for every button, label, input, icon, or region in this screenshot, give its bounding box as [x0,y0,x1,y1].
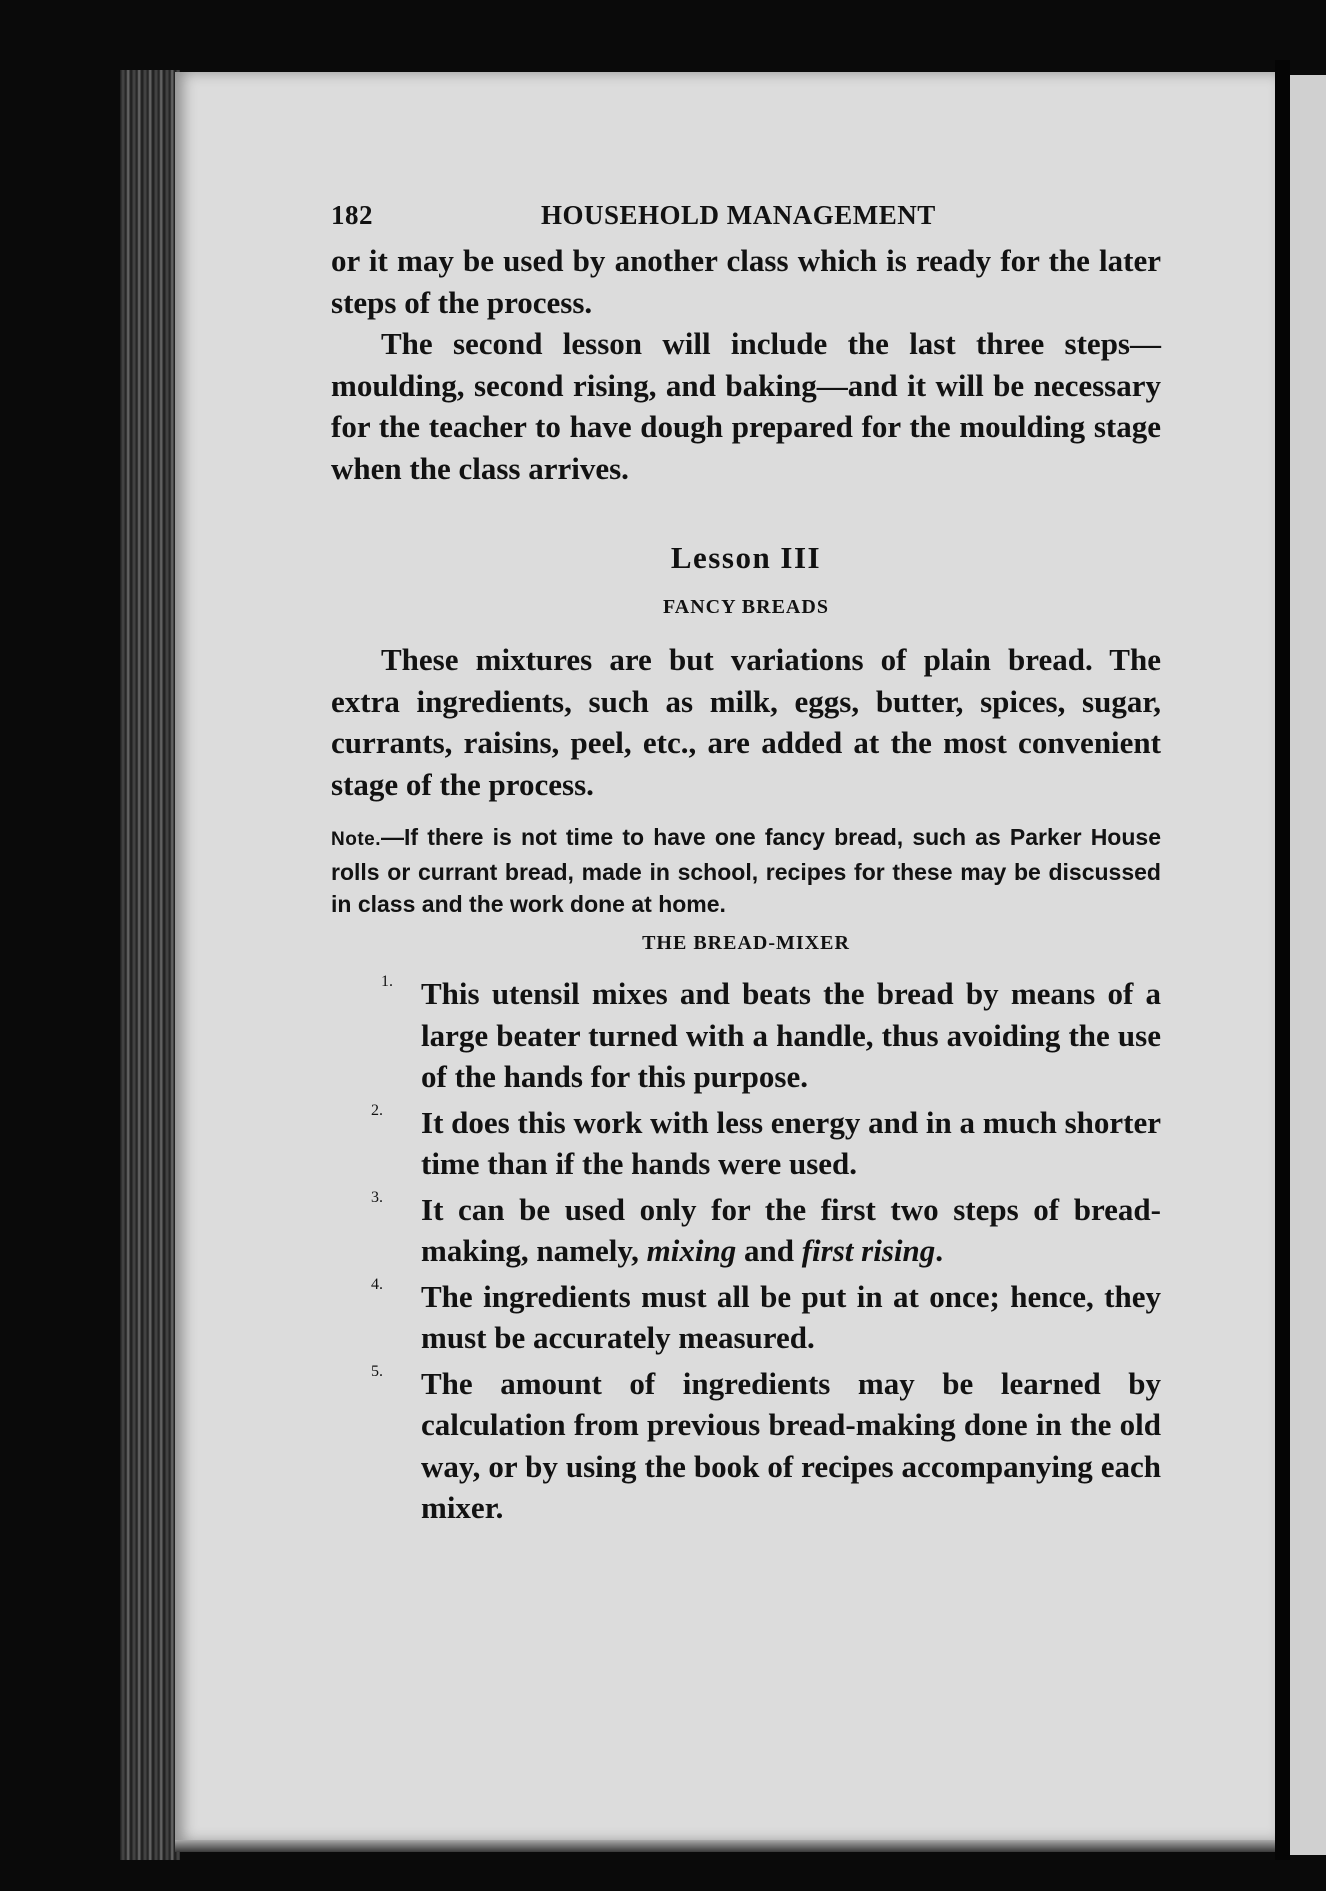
emphasis-mixing: mixing [646,1233,737,1268]
running-head [331,200,1161,240]
list-item [331,973,1161,1098]
list-item [331,1276,1161,1359]
lesson-heading: Lesson III [670,540,822,575]
page-number: 182 [331,200,373,230]
facing-page-edge [1290,75,1326,1855]
emphasis-first-rising: first rising [801,1233,936,1268]
book-binding [120,70,180,1860]
paragraph-second-lesson: The second lesson will include the last three steps—moulding, second rising, and baking—and it will be necessary for the teacher to have dough prepared for the moulding stage when the class arrives. [331,326,1161,486]
list-item-text: This utensil mixes and beats the bread by means of a large beater turned with a handle, thus avoiding the use of the hands for this purpose. [421,976,1161,1094]
section-heading-fancy-breads: FANCY BREADS [663,596,829,618]
list-item-text: The amount of ingredients may be learned by calculation from previous bread-making done in the old way, or by using the book of recipes accompanying each mixer. [421,1365,1161,1525]
list-item-text-end: . [935,1233,944,1268]
list-item-text [421,1189,1161,1272]
list-item-text-mid: and [736,1233,802,1268]
list-number: 4. [371,1275,383,1293]
list-number: 3. [371,1188,383,1206]
list-number: 2. [371,1101,383,1119]
page-text [331,200,1161,1533]
list-item [331,1102,1161,1185]
list-item-text-start: It can be used only for the first two steps of bread-making, namely, [421,1191,1161,1268]
list-item [331,1363,1161,1529]
paragraph-fancy-breads: These mixtures are but variations of plain bread. The extra ingredients, such as milk, eggs, butter, spices, sugar, currants, raisins, peel, etc., are added at the most convenient stage of the process. [331,642,1161,802]
page-bottom-edge [175,1840,1275,1852]
paragraph-continuation: or it may be used by another class which is ready for the later steps of the process. [331,243,1161,320]
section-heading-bread-mixer: THE BREAD-MIXER [642,932,850,954]
note-text: —If there is not time to have one fancy bread, such as Parker House rolls or currant bread, made in school, recipes for these may be discussed in class and the work done at home. [331,824,1161,917]
note-paragraph [331,821,1161,920]
list-item-text: The ingredients must all be put in at once; hence, they must be accurately measured. [421,1278,1161,1355]
list-number: 5. [371,1362,383,1380]
list-item-text: It does this work with less energy and in a much shorter time than if the hands were used. [421,1104,1161,1181]
page-gutter [1275,60,1290,1860]
note-lead: Note. [331,829,381,850]
running-title: HOUSEHOLD MANAGEMENT [541,200,936,230]
list-item [331,1189,1161,1272]
list-number: 1. [381,973,393,990]
